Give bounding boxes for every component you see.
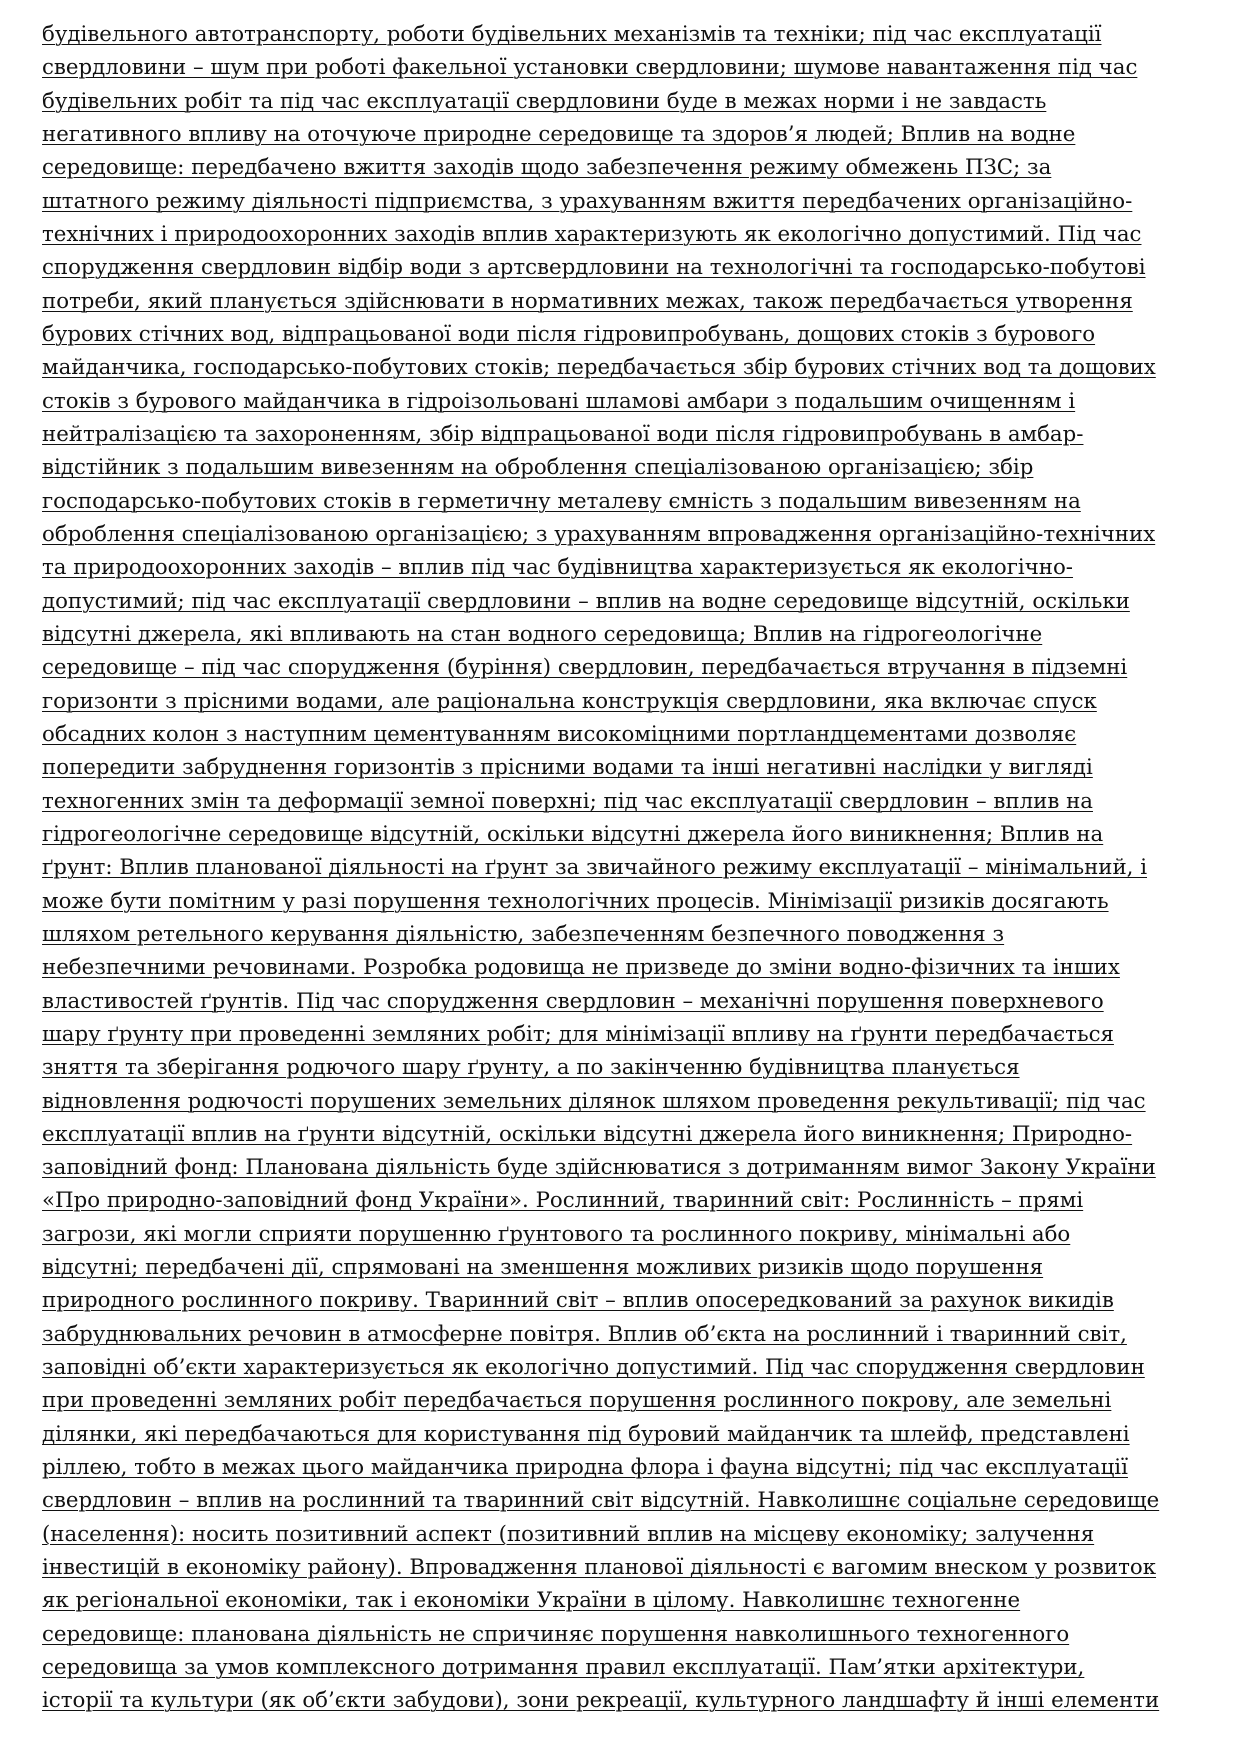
text-line: штатного режиму діяльності підприємства, з урахуванням вжиття передбачених організаційно- xyxy=(42,188,1133,214)
text-line: при проведенні земляних робіт передбачається порушення рослинного покрову, але земельні xyxy=(42,1388,1112,1414)
text-line: середовище – під час спорудження (буріння) свердловин, передбачається втручання в підземні xyxy=(42,655,1128,681)
text-line: свердловин – вплив на рослинний та тваринний світ відсутній. Навколишнє соціальне середовище xyxy=(42,1488,1160,1514)
text-line: ґрунт: Вплив планованої діяльності на ґрунт за звичайного режиму експлуатації – мінімальний, і xyxy=(42,855,1148,881)
text-line: середовище: передбачено вжиття заходів щодо забезпечення режиму обмежень ПЗС; за xyxy=(42,155,1052,181)
text-line: технічних і природоохоронних заходів вплив характеризують як екологічно допустимий. Під час xyxy=(42,221,1142,247)
text-line: горизонти з прісними водами, але раціональна конструкція свердловини, яка включає спуск xyxy=(42,688,1097,714)
text-line: будівельних робіт та під час експлуатації свердловини буде в межах норми і не завдасть xyxy=(42,88,1047,114)
text-line: будівельного автотранспорту, роботи будівельних механізмів та техніки; під час експлуатації xyxy=(42,22,1102,47)
text-line: гідрогеологічне середовище відсутній, оскільки відсутні джерела його виникнення; Вплив на xyxy=(42,821,1104,847)
text-line: спорудження свердловин відбір води з артсвердловини на технологічні та господарсько-побутові xyxy=(42,255,1146,281)
text-line: загрози, які могли сприяти порушенню ґрунтового та рослинного покриву, мінімальні або xyxy=(42,1221,1071,1247)
text-line: потреби, який планується здійснювати в нормативних межах, також передбачається утворення xyxy=(42,288,1133,314)
text-line: відсутні джерела, які впливають на стан водного середовища; Вплив на гідрогеологічне xyxy=(42,621,1043,647)
text-line: заповідний фонд: Планована діяльність буде здійснюватися з дотриманням вимог Закону України xyxy=(42,1155,1156,1181)
text-line: оброблення спеціалізованою організацією; з урахуванням впровадження організаційно-технічних xyxy=(42,521,1156,547)
text-line: небезпечними речовинами. Розробка родовища не призведе до зміни водно-фізичних та інших xyxy=(42,955,1120,981)
text-line: забруднювальних речовин в атмосферне повітря. Вплив об’єкта на рослинний і тваринний світ, xyxy=(42,1321,1127,1347)
text-line: історії та культури (як об’єкти забудови), зони рекреації, культурного ландшафту й інші елементи xyxy=(42,1688,1160,1714)
document-page xyxy=(42,18,1198,1748)
text-line: допустимий; під час експлуатації свердловини – вплив на водне середовище відсутній, оскільки xyxy=(42,588,1130,614)
text-line: та природоохоронних заходів – вплив під час будівництва характеризується як екологічно- xyxy=(42,555,1074,581)
text-line: бурових стічних вод, відпрацьованої води після гідровипробувань, дощових стоків з бурового xyxy=(42,321,1096,347)
text-line: середовища за умов комплексного дотримання правил експлуатації. Пам’ятки архітектури, xyxy=(42,1655,1085,1681)
text-line: обсадних колон з наступним цементуванням високоміцними портландцементами дозволяє xyxy=(42,721,1077,747)
text-line: стоків з бурового майданчика в гідроізольовані шламові амбари з подальшим очищенням і xyxy=(42,388,1076,414)
text-line: відновлення родючості порушених земельних ділянок шляхом проведення рекультивації; під час xyxy=(42,1088,1146,1114)
text-line: майданчика, господарсько-побутових стоків; передбачається збір бурових стічних вод та дощових xyxy=(42,355,1156,381)
text-line: нейтралізацією та захороненням, збір відпрацьованої води після гідровипробувань в амбар- xyxy=(42,421,1084,447)
text-line: свердловини – шум при роботі факельної установки свердловини; шумове навантаження під час xyxy=(42,55,1138,81)
text-line: техногенних змін та деформації земної поверхні; під час експлуатації свердловин – вплив на xyxy=(42,788,1093,814)
text-line: шляхом ретельного керування діяльністю, забезпеченням безпечного поводження з xyxy=(42,921,1005,947)
text-line: середовище: планована діяльність не спричиняє порушення навколишнього техногенного xyxy=(42,1621,1070,1647)
text-line: відсутні; передбачені дії, спрямовані на зменшення можливих ризиків щодо порушення xyxy=(42,1255,1044,1281)
text-line: «Про природно-заповідний фонд України». Рослинний, тваринний світ: Рослинність – прямі xyxy=(42,1188,1084,1214)
text-line: господарсько-побутових стоків в герметичну металеву ємність з подальшим вивезенням на xyxy=(42,488,1081,514)
text-line: негативного впливу на оточуюче природне середовище та здоров’я людей; Вплив на водне xyxy=(42,121,1076,147)
text-line: заповідні об’єкти характеризується як екологічно допустимий. Під час спорудження свердловин xyxy=(42,1355,1145,1381)
text-line: експлуатації вплив на ґрунти відсутній, оскільки відсутні джерела його виникнення; Природно- xyxy=(42,1121,1133,1147)
text-line: (населення): носить позитивний аспект (позитивний вплив на місцеву економіку; залучення xyxy=(42,1521,1095,1547)
text-line: шару ґрунту при проведенні земляних робіт; для мінімізації впливу на ґрунти передбачається xyxy=(42,1021,1114,1047)
text-line: відстійник з подальшим вивезенням на оброблення спеціалізованою організацією; збір xyxy=(42,455,1034,481)
text-line: властивостей ґрунтів. Під час спорудження свердловин – механічні порушення поверхневого xyxy=(42,988,1104,1014)
text-line: ділянки, які передбачаються для користування під буровий майданчик та шлейф, представлені xyxy=(42,1421,1130,1447)
text-line: природного рослинного покриву. Тваринний світ – вплив опосередкований за рахунок викидів xyxy=(42,1288,1114,1314)
text-line: попередити забруднення горизонтів з прісними водами та інші негативні наслідки у вигляді xyxy=(42,755,1093,781)
text-line: інвестицій в економіку району). Впровадження планової діяльності є вагомим внеском у розвиток xyxy=(42,1555,1157,1581)
text-line: зняття та зберігання родючого шару ґрунту, а по закінченню будівництва планується xyxy=(42,1055,1020,1081)
text-line: як регіональної економіки, так і економіки України в цілому. Навколишнє техногенне xyxy=(42,1588,1021,1614)
text-line: ріллею, тобто в межах цього майданчика природна флора і фауна відсутні; під час експлуатації xyxy=(42,1455,1128,1481)
text-line: може бути помітним у разі порушення технологічних процесів. Мінімізації ризиків досягають xyxy=(42,888,1109,914)
